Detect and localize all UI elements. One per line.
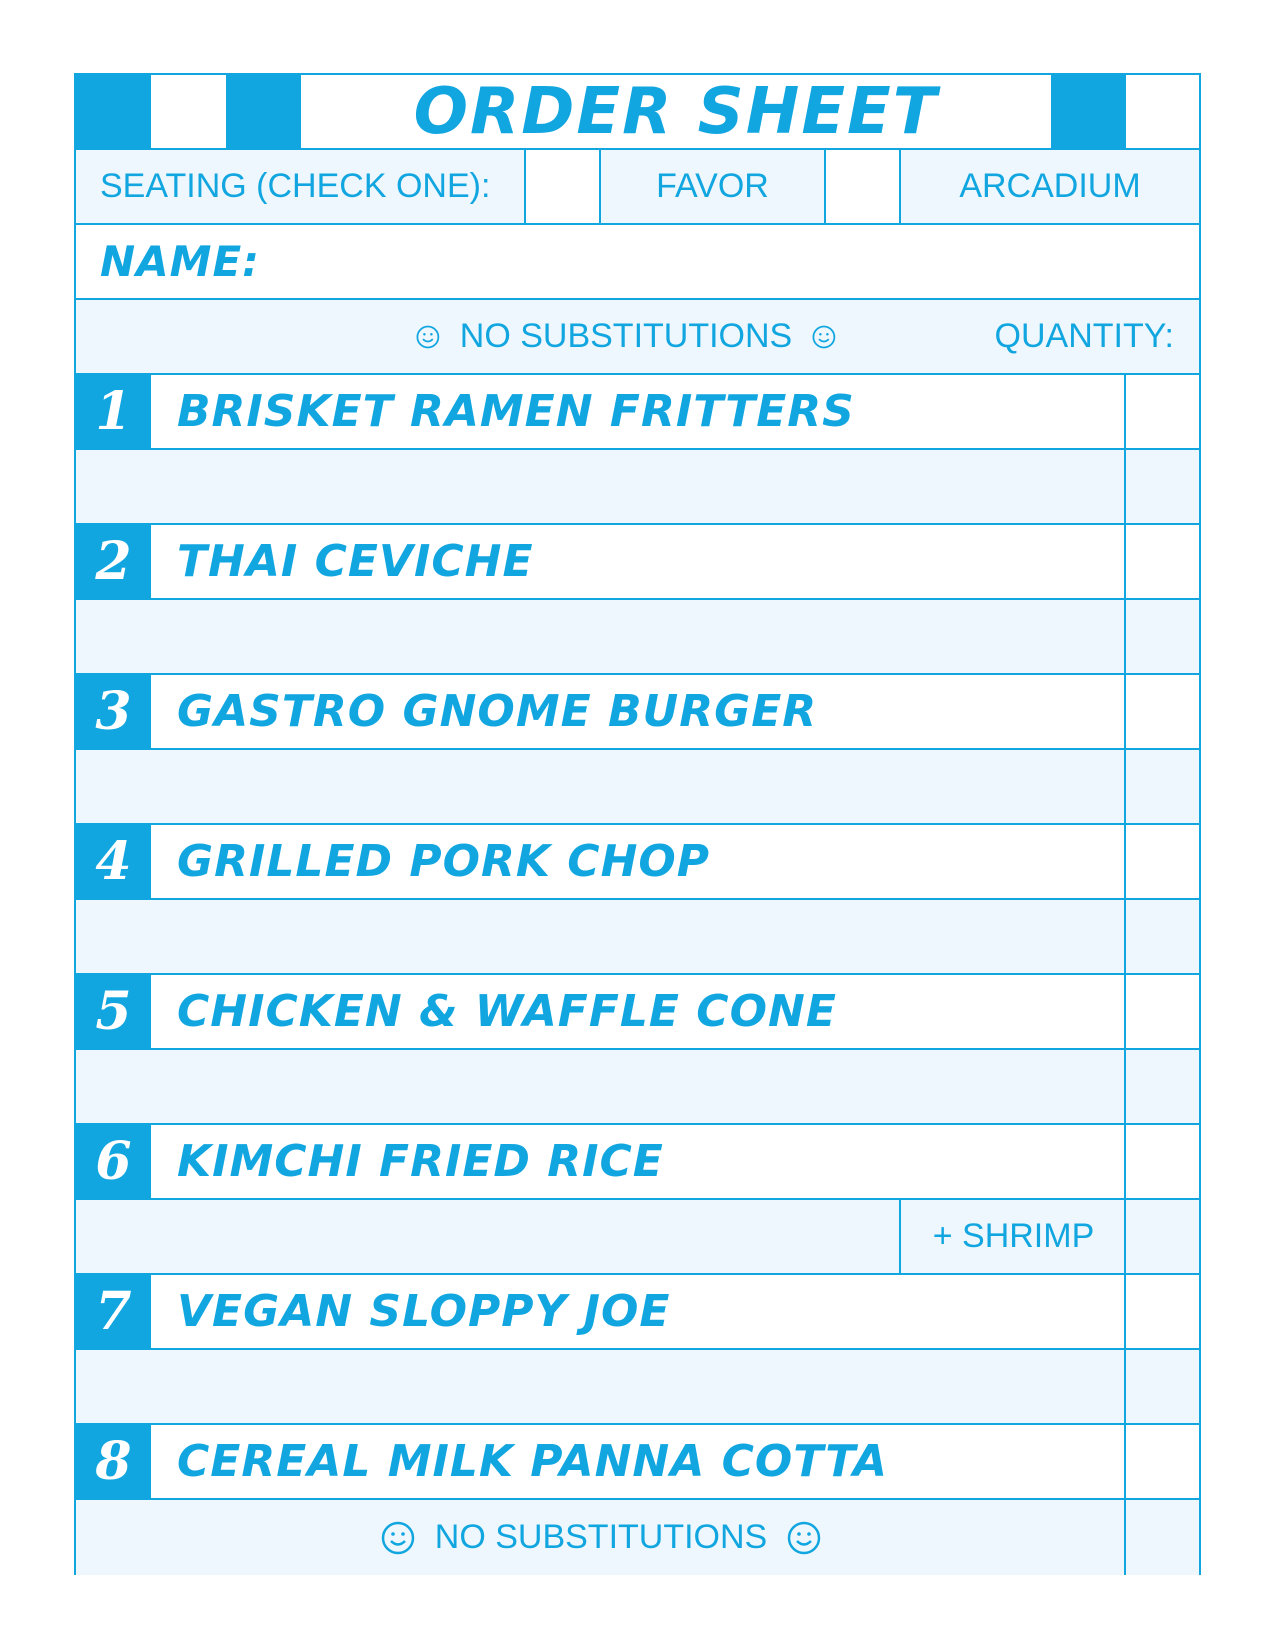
header-row bbox=[76, 75, 1199, 150]
seating-option-favor: FAVOR bbox=[656, 167, 769, 205]
header-stripe bbox=[226, 75, 301, 148]
item-number: 8 bbox=[95, 1431, 132, 1492]
item-note-row[interactable] bbox=[76, 450, 1199, 525]
item-name: KIMCHI FRIED RICE bbox=[177, 1136, 664, 1187]
name-row[interactable] bbox=[76, 225, 1199, 300]
quantity-label: QUANTITY: bbox=[994, 317, 1174, 355]
header-stripe bbox=[76, 75, 151, 148]
no-substitutions-text: NO SUBSTITUTIONS bbox=[459, 317, 793, 355]
footer-no-substitutions: NO SUBSTITUTIONS bbox=[434, 1518, 768, 1556]
item-number: 3 bbox=[95, 681, 132, 742]
quantity-box[interactable] bbox=[1126, 1425, 1199, 1498]
header-stripe bbox=[1126, 75, 1199, 148]
item-note-row[interactable] bbox=[76, 600, 1199, 675]
quantity-box[interactable] bbox=[1126, 1350, 1199, 1423]
quantity-box[interactable] bbox=[1126, 825, 1199, 898]
header-stripe bbox=[151, 75, 226, 148]
item-name: THAI CEVICHE bbox=[177, 536, 534, 587]
item-note-row[interactable] bbox=[76, 750, 1199, 825]
smiley-icon bbox=[416, 320, 440, 354]
quantity-box[interactable] bbox=[1126, 750, 1199, 823]
item-number: 6 bbox=[95, 1131, 132, 1192]
menu-item-row bbox=[76, 825, 1199, 900]
header-stripe bbox=[1051, 75, 1126, 148]
quantity-box[interactable] bbox=[1126, 1275, 1199, 1348]
quantity-box[interactable] bbox=[1126, 1200, 1199, 1273]
smiley-icon bbox=[381, 1521, 415, 1555]
name-label: NAME: bbox=[100, 237, 260, 286]
substitutions-row bbox=[76, 300, 1199, 375]
order-sheet bbox=[74, 73, 1201, 1575]
quantity-box[interactable] bbox=[1126, 600, 1199, 673]
item-name: CEREAL MILK PANNA COTTA bbox=[177, 1436, 888, 1487]
item-note-row[interactable] bbox=[76, 1200, 1199, 1275]
item-name: BRISKET RAMEN FRITTERS bbox=[177, 386, 855, 437]
quantity-box[interactable] bbox=[1126, 375, 1199, 448]
menu-item-row bbox=[76, 1425, 1199, 1500]
menu-item-row bbox=[76, 975, 1199, 1050]
menu-item-row bbox=[76, 675, 1199, 750]
item-name: GRILLED PORK CHOP bbox=[177, 836, 711, 887]
item-name: GASTRO GNOME BURGER bbox=[177, 686, 818, 737]
quantity-box[interactable] bbox=[1126, 1125, 1199, 1198]
quantity-box[interactable] bbox=[1126, 450, 1199, 523]
quantity-box[interactable] bbox=[1126, 675, 1199, 748]
menu-item-row bbox=[76, 375, 1199, 450]
seating-checkbox-favor[interactable] bbox=[526, 150, 601, 223]
item-name: VEGAN SLOPPY JOE bbox=[177, 1286, 671, 1337]
item-note-row[interactable] bbox=[76, 1500, 1199, 1575]
menu-item-row bbox=[76, 1275, 1199, 1350]
seating-checkbox-arcadium[interactable] bbox=[826, 150, 901, 223]
item-number: 5 bbox=[95, 981, 132, 1042]
seating-row bbox=[76, 150, 1199, 225]
item-number: 7 bbox=[95, 1281, 132, 1342]
item-note-row[interactable] bbox=[76, 1350, 1199, 1425]
quantity-box[interactable] bbox=[1126, 1500, 1199, 1575]
smiley-icon bbox=[812, 320, 836, 354]
item-number: 1 bbox=[95, 381, 132, 442]
seating-option-arcadium: ARCADIUM bbox=[959, 167, 1141, 205]
quantity-box[interactable] bbox=[1126, 900, 1199, 973]
quantity-box[interactable] bbox=[1126, 525, 1199, 598]
smiley-icon bbox=[787, 1521, 821, 1555]
item-number: 4 bbox=[95, 831, 132, 892]
item-name: CHICKEN & WAFFLE CONE bbox=[177, 986, 837, 1037]
menu-item-row bbox=[76, 525, 1199, 600]
item-note-row[interactable] bbox=[76, 1050, 1199, 1125]
quantity-box[interactable] bbox=[1126, 975, 1199, 1048]
seating-label: SEATING (CHECK ONE): bbox=[100, 167, 491, 205]
item-number: 2 bbox=[95, 531, 132, 592]
quantity-box[interactable] bbox=[1126, 1050, 1199, 1123]
page-title: ORDER SHEET bbox=[413, 74, 939, 149]
menu-item-row bbox=[76, 1125, 1199, 1200]
addon-label: + SHRIMP bbox=[932, 1217, 1095, 1255]
item-note-row[interactable] bbox=[76, 900, 1199, 975]
